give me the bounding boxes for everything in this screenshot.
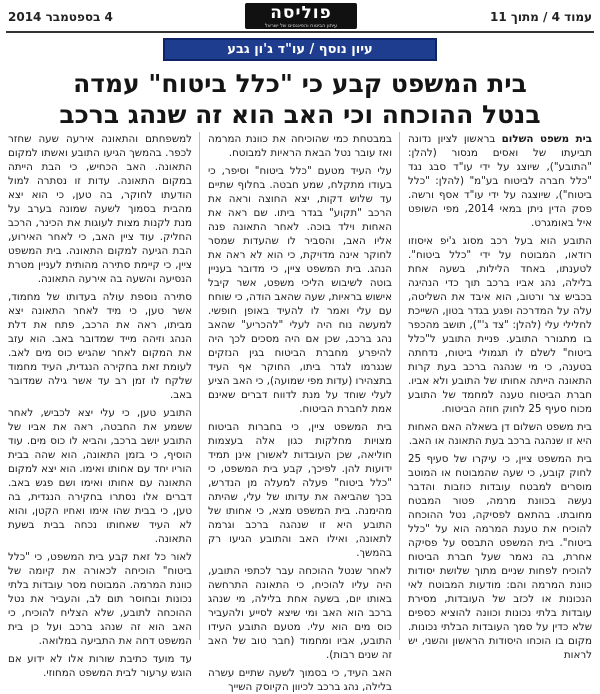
- paragraph-text: בית המשפט ציין, כי עיקרו של סעיף 25 לחוק קובע, כי שעה שהמבוטח או המוטב מוסרים למבטח עובדות כוזבות והדבר נעשה בכוונת מרמה, פטור המבטח מחובתו. בהתאם לפסיקה, נטל ההוכחה להוכיח את טענת המרמה הוא על "כלל ביטוח". בית המשפט התבסס על פסיקה אחרת, בה נאמר שעל חברת הביטוח להוכיח לפחות שניים מתוך שלושת יסודות כוונת המרמה והם: מודעות המבוטח לאי הנכונות או לכזב של העובדות, מסירת עובדות בלתי נכונות וכוונה להוציא כספים שלא כדין על סמך העובדות הבלתי נכונות. מקום בו הוכחו היסודות הראשון והשני, יש לראות: [408, 453, 592, 661]
- paragraph-text: בית משפט השלום דן בשאלה האם האחות היא זו שנהגה ברכב בעת התאונה או האב.: [408, 421, 592, 447]
- article-paragraph: [408, 420, 592, 448]
- masthead-name: פוליסה: [270, 3, 332, 23]
- paragraph-text: בראשון לציון נדונה תביעתו של ואסים מנסור (להלן: "התובע"), שיוצג על ידי עו"ד סבג נגד "כלל חברה לביטוח בע"מ" (להלן: "כלל ביטוח"), שיוצגה על ידי עו"ד אסף ורשה. פסק הדין ניתן במאי 2014, מפי השופט איל באומגרט.: [408, 133, 592, 229]
- paragraph-text: במבטחת כמי שהוכיחה את כוונת המרמה ואז עובר נטל הבאת הראיות למבוטח.: [208, 133, 392, 159]
- masthead-tagline: עיתון הביטוח והפיננסים של ישראל: [264, 23, 338, 29]
- article-paragraph: [408, 234, 592, 416]
- header-divider: [6, 31, 594, 33]
- article-headline: [10, 68, 590, 130]
- page-number: עמוד 4 / מתוך 11: [490, 10, 592, 24]
- paragraph-text: האב העיד, כי בסמוך לשעה שתיים עשרה בלילה, נהג ברכב לכיוון הקיוסק השייך: [208, 667, 392, 693]
- paragraph-text: עד מועד כתיבת שורות אלו לא ידוע אם הוגש ערעור לבית המשפט המחוזי.: [8, 653, 192, 679]
- paragraph-text: התובע הוא בעל רכב מסוג ג'יפ איסוזו רודאו, המבוטח על ידי "כלל ביטוח". לטענתו, באחד הלילות, בשעה אחת בלילה, נהג אביו ברכב תוך כדי הנהיגה בכביש צר ורטוב, הוא איבד את השליטה, עלה על המדרכה ופגע בגדר בטון, השייכת לחלילי עלי (להלן: "צד ג'"), תושב מהכפר בו מתגורר התובע. פניית התובע ל"כלל ביטוח" לשלם לו תגמולי ביטוח, נדחתה בטענה, כי מי שנהגה ברכב בעת קרות התאונה הייתה אחותו של התובע ולא אביו. חברת הביטוח טענה למחמד של התובע מכוח סעיף 25 לחוק חוזה הביטוח.: [408, 235, 592, 415]
- article-paragraph: [208, 564, 392, 662]
- article-paragraph: [208, 164, 392, 416]
- article-column-3: [8, 132, 192, 679]
- paragraph-text: התובע טען, כי עלי יצא לכביש, לאחר ששמע את החבטה, ראה את אביו של התובע יושב ברכב, והביא לו כוס מים. עוד הוסיף, כי בזמן התאונה, הוא שהה בבית הוריו יחד עם אחותו ואימו. הוא יצא למקום התאונה עם אחותו ואימו ושם פגש באב. דברים אלו נסתרו בחקירה הנגדית, בה טען, כי בבית שהו אימו ואחיו הקטן, והוא לא העיד שאחותו נכחה בבית בשעת התאונה.: [8, 407, 192, 545]
- article-paragraph: [408, 132, 592, 230]
- byline-text: עיון נוסף / עו"ד ג'ון גבע: [227, 42, 373, 57]
- masthead-logo: [245, 3, 357, 29]
- paragraph-text: סתירה נוספת עולה בעדותו של מחמוד, אשר טען, כי מיד לאחר התאונה יצא מביתו, ראה את הרכב, פתח את דלת הנהג וזיהה מייד שמדובר באב. הוא עזב את המקום לאחר שהגיש כוס מים לאב. לעומת זאת בחקירה הנגדית, העיד מחמוד שלקח לו זמן רב עד אשר גילה שמדובר באב.: [8, 291, 192, 401]
- paragraph-lead: בית משפט השלום: [501, 133, 592, 145]
- article-paragraph: [208, 132, 392, 160]
- article-paragraph: [208, 420, 392, 560]
- article-paragraph: [8, 652, 192, 680]
- article-paragraph: [408, 452, 592, 662]
- headline-line-2: בנטל ההוכחה וכי האב הוא זה שנהג ברכב: [59, 100, 541, 129]
- article-body: [8, 132, 592, 693]
- paragraph-text: למשפחתם והתאונה אירעה שעה שחזר לכפר. בהמשך הגיעו התובע ואשתו למקום התאונה. האב הכחיש, כי הבת הייתה במקום התאונה. עדות זו נסתרה למול הודעתו לחוקר, בה טען, כי הוא יצא מהבית בסמוך לשעה שמונה בערב על מנת לקנות מצות לעוגות את הכינר, הרכב החליק. עוד ציין האב, כי לאחר האירוע, הבת הגיעה למקום התאונה. בית המשפט ציין, כי קיימת סתירה מהותית לעניין מטרת הנסיעה והשעה בה אירעה התאונה.: [8, 133, 192, 285]
- column-divider: [399, 132, 400, 640]
- article-paragraph: [8, 290, 192, 402]
- article-column-2: [208, 132, 392, 693]
- article-column-1: [408, 132, 592, 661]
- article-paragraph: [8, 550, 192, 648]
- headline-line-1: בית המשפט קבע כי "כלל ביטוח" עמדה: [73, 69, 527, 98]
- column-divider: [199, 132, 200, 640]
- paragraph-text: עלי העיד מטעם "כלל ביטוח" וסיפר, כי בעודו מתקלח, שמע חבטה. בחלוף שתיים עד שלוש דקות, יצא החוצה וראה את הרכב "תקוע" בגדר ביתו. שם ראה את האחות וילד בוכה. לאחר התאונה פנה אליו האב, והסביר לו שהעדות שמסר לחוקר אינה מדויקת, כי הוא לא ראה את הנהג. בית המשפט ציין, כי מדובר בעניין בוטה לשיבוש הליכי משפט, אשר קיבל אישוש בראיות, שעה שהאב הודה, כי שוחח עם עלי ואמר לו להעיד באופן חופשי. למעשה נוח היה לעלי "להכריע" שהאב נהג ברכב, שכן אם היה מסכים לכך היה להיפרע מחברת הביטוח בגין הנזקים שנגרמו לגדר ביתו, החוקר אף העיד בתצהירו (עדות מפי שמועה), כי האב הציע לעלי שוחד על מנת לדווח דברים שאינם אמת לחברת הביטוח.: [208, 165, 392, 415]
- paragraph-text: לאחר שנטל ההוכחה עבר לכתפי התובע, היה עליו להוכיח, כי התאונה התרחשה באותו יום, בשעה אחת בלילה, מי שנהג ברכב הוא האב ומי שיצא לסייע ולהעביר כוס מים הוא עלי. מטעם התובע העידו התובע, אביו ומחמוד (חבר טוב של האב זה שנים רבות).: [208, 565, 392, 661]
- issue-date: 4 בספטמבר 2014: [8, 10, 113, 24]
- paragraph-text: לאור כל זאת קבע בית המשפט, כי "כלל ביטוח" הוכיחה לכאורה את קיומה של כוונת המרמה. המבוטח מסר עובדות בלתי נכונות ובחוסר תום לב, והעביר את נטל ההוכחה לתובע, שלא הצליח להוכיח, כי האב הוא זה שנהג ברכב ועל כן בית המשפט דחה את התביעה במלואה.: [8, 551, 192, 647]
- article-paragraph: [8, 406, 192, 546]
- byline-banner: [163, 38, 437, 61]
- article-paragraph: [208, 666, 392, 694]
- article-paragraph: [8, 132, 192, 286]
- page-header: [0, 0, 600, 34]
- paragraph-text: בית המשפט ציין, כי בחברות הביטוח מצויות מחלקות כגון אלה בעצמות חוליאה, שכן העובדות לאשורן אינן תמיד ידועות להן. לפיכך, קבע בית המשפט, כי "כלל ביטוח" פעלה למעלה מן הנדרש, בכך שהביאה את עדותו של עלי, שהיתה מהימנה. בית המשפט מצא, כי אחותו של התובע היא זו שנהגה ברכב וגרמה לתאונה, ואילו האב והתובע הגיעו רק בהמשך.: [208, 421, 392, 559]
